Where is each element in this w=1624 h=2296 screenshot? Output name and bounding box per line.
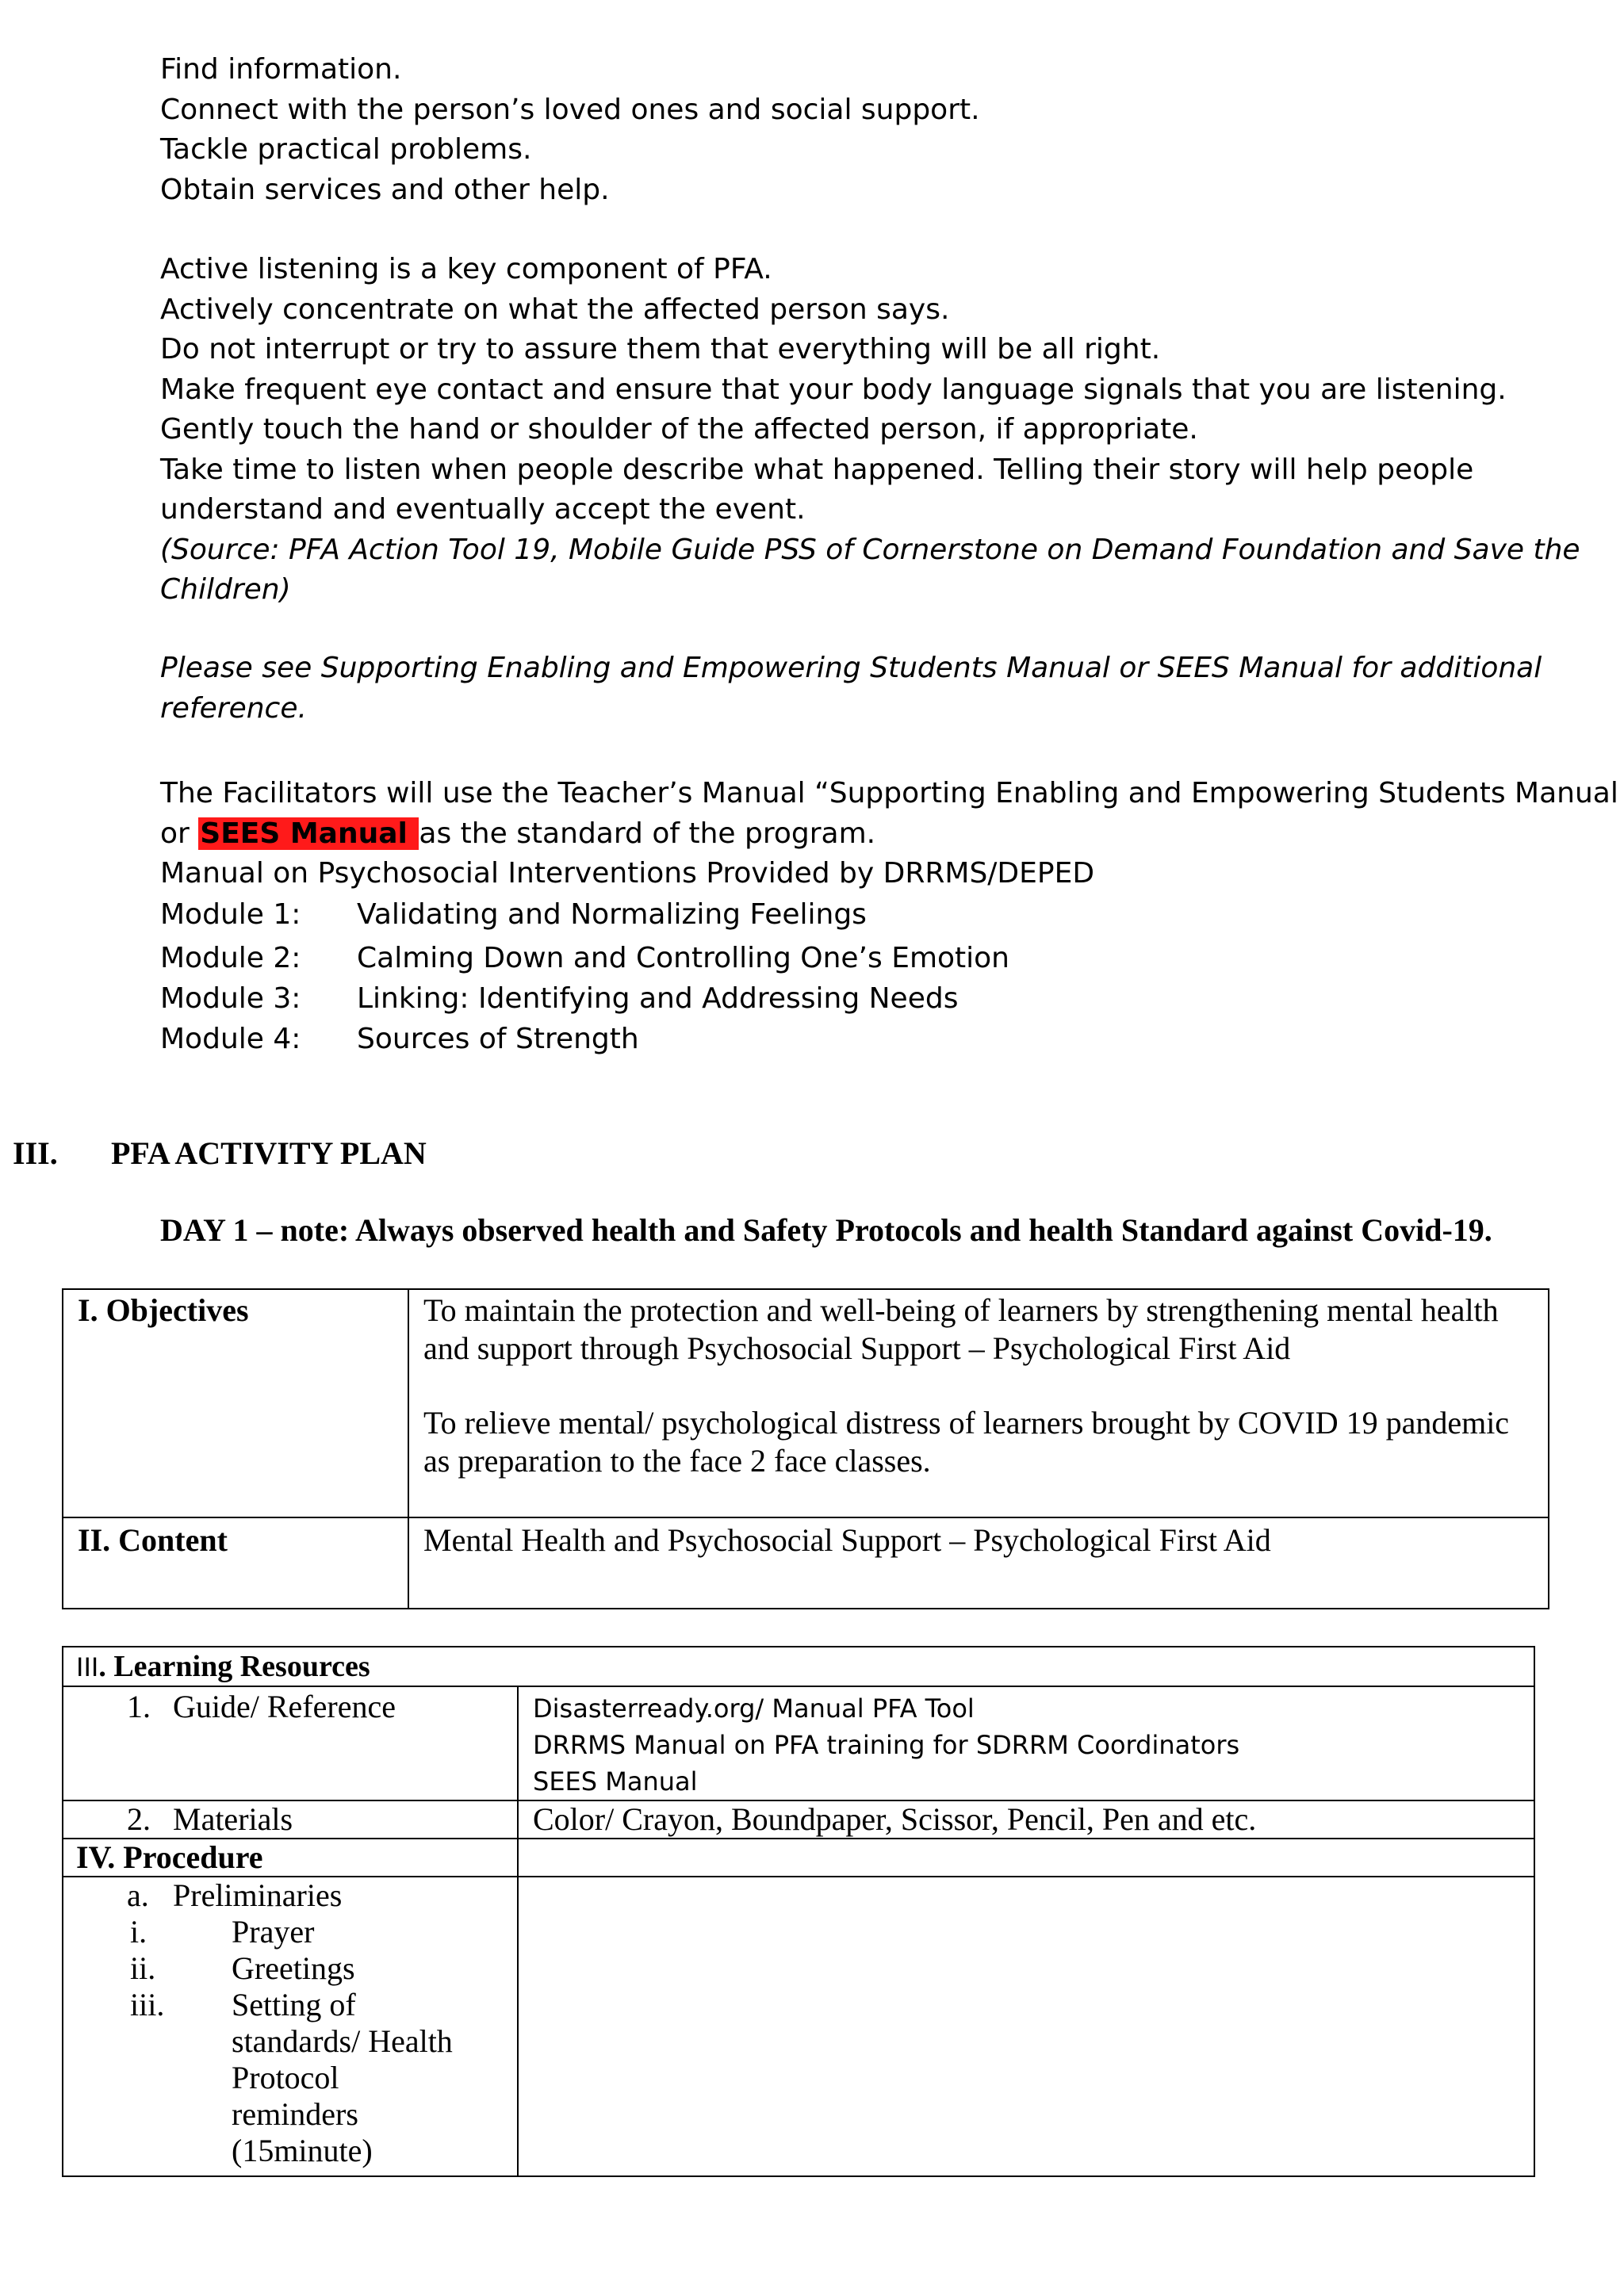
source-citation: (Source: PFA Action Tool 19, Mobile Guide PSS of Cornerstone on Demand Foundation and Save the — [160, 533, 1580, 566]
objectives-label-cell — [63, 1289, 408, 1517]
materials-value: Color/ Crayon, Boundpaper, Scissor, Pencil, Pen and etc. — [533, 1801, 1257, 1837]
procedure-label: IV. Procedure — [76, 1839, 263, 1875]
preliminary-text: Prayer — [232, 1914, 315, 1950]
facilitators-suffix: as the standard of the program. — [419, 817, 876, 850]
preliminary-item — [130, 1987, 517, 2169]
facilitators-prefix: or — [160, 817, 199, 850]
module-title: Validating and Normalizing Feelings — [357, 898, 867, 931]
intro-line: Find information. — [160, 53, 402, 86]
section-title: PFA ACTIVITY PLAN — [111, 1135, 427, 1171]
preliminaries-empty-cell — [518, 1877, 1534, 2176]
module-item — [160, 1019, 1548, 1059]
content-value: Mental Health and Psychosocial Support – Psychological First Aid — [423, 1522, 1271, 1558]
objective-text: To relieve mental/ psychological distress of learners brought by COVID 19 pandemic as preparation to the face 2 face classes. — [423, 1405, 1510, 1479]
source-citation: Children) — [160, 573, 291, 606]
guide-items-cell — [518, 1686, 1534, 1800]
preliminary-text: Greetings — [232, 1950, 355, 1986]
content-label: II. Content — [78, 1522, 228, 1558]
materials-label-row — [127, 1801, 517, 1838]
preliminaries-cell — [63, 1877, 518, 2176]
module-list — [160, 894, 1548, 1059]
objective-text: To maintain the protection and well-being of learners by strengthening mental health and support through Psychosocial Support – Psychological First Aid — [423, 1292, 1499, 1366]
materials-label: Materials — [173, 1801, 293, 1837]
content-row — [63, 1517, 1549, 1609]
manual-title: Manual on Psychosocial Interventions Provided by DRRMS/DEPED — [160, 857, 1095, 890]
preliminaries-heading — [127, 1877, 517, 1914]
content-label-cell — [63, 1517, 408, 1609]
facilitators-paragraph — [160, 774, 1618, 894]
module-number: Module 1: — [160, 898, 301, 931]
facilitators-line: The Facilitators will use the Teacher’s Manual “Supporting Enabling and Empowering Students Manual — [160, 777, 1618, 809]
intro-list — [160, 50, 1548, 210]
materials-row — [63, 1800, 1534, 1839]
resources-table — [62, 1646, 1535, 2177]
module-title: Calming Down and Controlling One’s Emotion — [357, 942, 1009, 974]
guide-item: SEES Manual — [533, 1766, 698, 1797]
procedure-label-cell — [63, 1839, 518, 1877]
facilitators-line-2 — [160, 814, 1548, 855]
listening-line: Do not interrupt or try to assure them that everything will be all right. — [160, 333, 1161, 365]
module-title: Sources of Strength — [357, 1023, 639, 1055]
materials-label-cell — [63, 1800, 518, 1839]
guide-row — [63, 1686, 1534, 1800]
resources-header-cell — [63, 1647, 1534, 1686]
listening-line: Make frequent eye contact and ensure that your body language signals that you are listening. — [160, 373, 1507, 406]
guide-label-cell — [63, 1686, 518, 1800]
day-heading: DAY 1 – note: Always observed health and Safety Protocols and health Standard against Covid-19. — [160, 1212, 1492, 1248]
preliminary-item — [130, 1914, 517, 1950]
objectives-row — [63, 1289, 1549, 1517]
listening-line: understand and eventually accept the event. — [160, 493, 806, 526]
materials-number: 2. — [127, 1801, 151, 1837]
reference-note — [160, 649, 1548, 729]
module-number: Module 2: — [160, 942, 301, 974]
module-item — [160, 894, 1548, 935]
module-item — [160, 938, 1548, 978]
procedure-empty-cell — [518, 1839, 1534, 1877]
preliminary-number: ii. — [130, 1950, 156, 1986]
listening-line: Gently touch the hand or shoulder of the affected person, if appropriate. — [160, 413, 1198, 446]
preliminaries-row — [63, 1877, 1534, 2176]
guide-item: Disasterready.org/ Manual PFA Tool — [533, 1693, 975, 1724]
preliminary-item — [130, 1950, 517, 1987]
sees-manual-highlight: SEES Manual — [200, 817, 418, 850]
preliminaries-label: Preliminaries — [173, 1877, 343, 1913]
guide-item: DRRMS Manual on PFA training for SDRRM Coordinators — [533, 1730, 1240, 1760]
module-number: Module 3: — [160, 982, 301, 1015]
preliminary-text: Setting of standards/ Health Protocol reminders (15minute) — [232, 1987, 453, 2168]
resources-label: . Learning Resources — [98, 1650, 370, 1683]
guide-label-row — [127, 1689, 517, 1725]
intro-line: Obtain services and other help. — [160, 173, 610, 206]
guide-number: 1. — [127, 1689, 151, 1724]
module-number: Module 4: — [160, 1023, 301, 1055]
module-title: Linking: Identifying and Addressing Needs — [357, 982, 959, 1015]
reference-line: reference. — [160, 691, 307, 725]
materials-value-cell — [518, 1800, 1534, 1839]
content-value-cell — [408, 1517, 1549, 1609]
section-numeral: III. — [13, 1135, 58, 1171]
listening-line: Active listening is a key component of PFA. — [160, 253, 772, 285]
intro-line: Connect with the person’s loved ones and social support. — [160, 93, 980, 126]
listening-line: Take time to listen when people describe what happened. Telling their story will help people — [160, 453, 1474, 486]
listening-line: Actively concentrate on what the affected person says. — [160, 293, 950, 326]
preliminary-number: iii. — [130, 1987, 165, 2022]
resources-header-row — [63, 1647, 1534, 1686]
intro-line: Tackle practical problems. — [160, 133, 532, 166]
resources-prefix: III — [76, 1652, 99, 1682]
objectives-table — [62, 1288, 1549, 1609]
reference-line: Please see Supporting Enabling and Empowering Students Manual or SEES Manual for additional — [160, 652, 1542, 684]
preliminary-number: i. — [130, 1914, 147, 1950]
objectives-label: I. Objectives — [78, 1292, 249, 1328]
preliminaries-letter: a. — [127, 1877, 149, 1913]
procedure-row — [63, 1839, 1534, 1877]
guide-label: Guide/ Reference — [173, 1689, 396, 1724]
module-item — [160, 978, 1548, 1019]
objectives-content-cell — [408, 1289, 1549, 1517]
active-listening-section — [160, 250, 1580, 610]
